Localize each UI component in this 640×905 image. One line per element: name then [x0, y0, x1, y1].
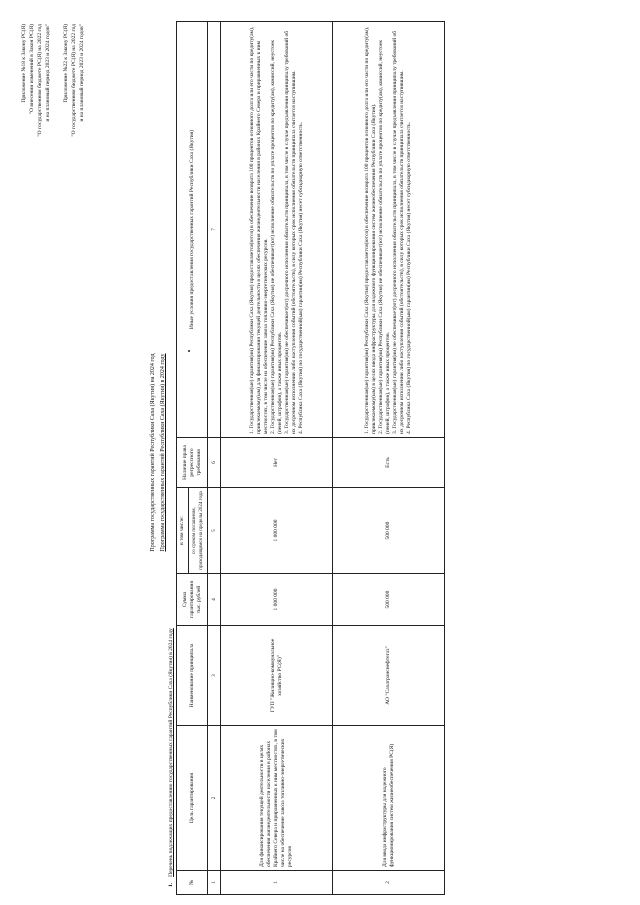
appendix-line: "О государственном бюджете РС(Я) на 2022 год: [37, 24, 43, 137]
column-number: 2: [208, 726, 221, 871]
appendix-line: и на плановый период 2023 и 2024 годов": [45, 24, 51, 122]
row-sub-amount: 500 000: [333, 488, 445, 574]
header-num: №: [177, 871, 208, 895]
header-sub: со сроком погашения, приходящимся на пределы 2024 года: [189, 488, 208, 574]
column-number: 4: [208, 574, 221, 626]
row-sub-amount: 1 000 000: [221, 488, 333, 574]
condition-item: 4. Республика Саха (Якутия) по государственной(ым) гарантии(ям) Республики Саха (Якутия) несет субсидиарную ответственность.: [406, 121, 412, 434]
guarantees-table: [176, 21, 445, 895]
column-number: 3: [208, 626, 221, 726]
column-number: 5: [208, 488, 221, 574]
table-row: [221, 22, 333, 895]
column-number-row: [208, 22, 221, 895]
header-principal: Наименование принципала: [177, 626, 208, 726]
column-number: 1: [208, 871, 221, 895]
header-amount: Сумма гарантирования тыс. рублей: [177, 574, 208, 626]
condition-item: 1. Государственная(ые) гарантия(ии) Республики Саха (Якутия) предоставляется(ются) в обеспечение возврата 100 процентов основного долга или его части по кредиту(ам), привлекаемому(ым) в целях ввода инфраструктуры для надежного функционирования систем жизнеобеспечения Республики Саха (Якутия).: [364, 26, 377, 434]
column-number: 6: [208, 438, 221, 488]
row-amount: 500 000: [333, 574, 445, 626]
section-heading: [168, 628, 174, 887]
section-text: Перечень подлежащих предоставлению государственных гарантий Республики Саха (Якутия) в 2024 году: [168, 628, 174, 877]
condition-item: 2. Государственная(ые) гарантия(ии) Республики Саха (Якутия) не обеспечивает(ют) исполнение обязательств по уплате процентов по кредиту(ам), комиссий, неустоек (пеней, штрафов), а также иных процентов.: [378, 39, 391, 434]
header-purpose: Цель гарантирования: [177, 726, 208, 871]
header-regress: Наличие права регрессного требования: [177, 438, 208, 488]
condition-item: 2. Государственная(ые) гарантия(ии) Республики Саха (Якутия) не обеспечивает(ют) исполнение обязательств по уплате процентов по кредиту(ам), комиссий, неустоек (пеней, штрафов), а также иных процентов.: [269, 39, 283, 434]
row-num: 2: [333, 871, 445, 895]
row-purpose: Для ввода инфраструктуры для надежного функционирования систем жизнеобеспечения РС(Я): [333, 726, 445, 871]
row-principal: АО "Сахатранснефтегаз": [333, 626, 445, 726]
condition-item: 1. Государственная(ые) гарантия(ии) Республики Саха (Якутия) предоставляется(ются) в обеспечение возврата 100 процентов основного долга или его части по кредиту(ам), привлекаемому(ым) для финансирования текущей деятельности в целях обеспечения жизнедеятельности населения в районах Крайнего Севера и приравненных к ним местностях, в том числе на обеспечение завоза топливно-энергетических ресурсов.: [248, 26, 269, 434]
row-principal: ГУП "Жилищно-коммунальное хозяйство РС(Я)": [221, 626, 333, 726]
appendix-note: [20, 24, 86, 274]
row-num: 1: [221, 871, 333, 895]
row-conditions: [221, 22, 333, 438]
row-regress: Есть: [333, 438, 445, 488]
appendix-line: Приложение №18 к Закону РС(Я): [21, 24, 27, 103]
row-regress: Нет: [221, 438, 333, 488]
header-conditions: Иные условия предоставления государственных гарантий Республики Саха (Якутия): [177, 22, 208, 438]
header-including: в том числе:: [177, 488, 189, 574]
column-number: 7: [208, 22, 221, 438]
document-subtitle: Программа государственных гарантий Республики Саха (Якутия) в 2024 году: [160, 353, 166, 552]
row-amount: 1 000 000: [221, 574, 333, 626]
table-row: [333, 22, 445, 895]
document-title: Программа государственных гарантий Республики Саха (Якутия) на 2024 год: [150, 353, 156, 552]
condition-item: 3. Государственная(ые) гарантия(ии) не обеспечивает(ют) досрочного исполнения обязательств принципала, в том числе в случае предъявления принципалу требований об их досрочном исполнении либо наступления событий (обстоятельств), в силу которых срок исполнения обязательств принципала считается наступившим.: [392, 30, 405, 434]
row-conditions: [333, 22, 445, 438]
condition-item: 3. Государственная(ые) гарантия(ии) не обеспечивает(ют) досрочного исполнения обязательств принципала, в том числе в случае предъявления принципалу требований об их досрочном исполнении либо наступления событий (обстоятельств), в силу которых срок исполнения обязательств принципала считается наступившим.: [283, 30, 297, 434]
appendix-line: "О внесении изменений в Закон РС(Я): [29, 24, 35, 115]
appendix-line: "О государственном бюджете РС(Я) на 2022 год: [71, 24, 77, 137]
row-purpose: Для финансирования текущей деятельности в целях обеспечения жизнедеятельности населения в районах Крайнего Севера и приравненных к ним местностях, в том числе на обеспечение завоза топливно-энергетических ресурсов: [221, 726, 333, 871]
appendix-line: Приложение №22 к Закону РС(Я): [63, 24, 69, 103]
section-number: 1.: [168, 882, 174, 887]
condition-item: 4. Республика Саха (Якутия) по государственной(ым) гарантии(ям) Республики Саха (Якутия) несет субсидиарную ответственность.: [297, 121, 304, 434]
appendix-line: и на плановый период 2023 и 2024 годов": [79, 24, 85, 122]
table-header-row: [177, 22, 189, 895]
